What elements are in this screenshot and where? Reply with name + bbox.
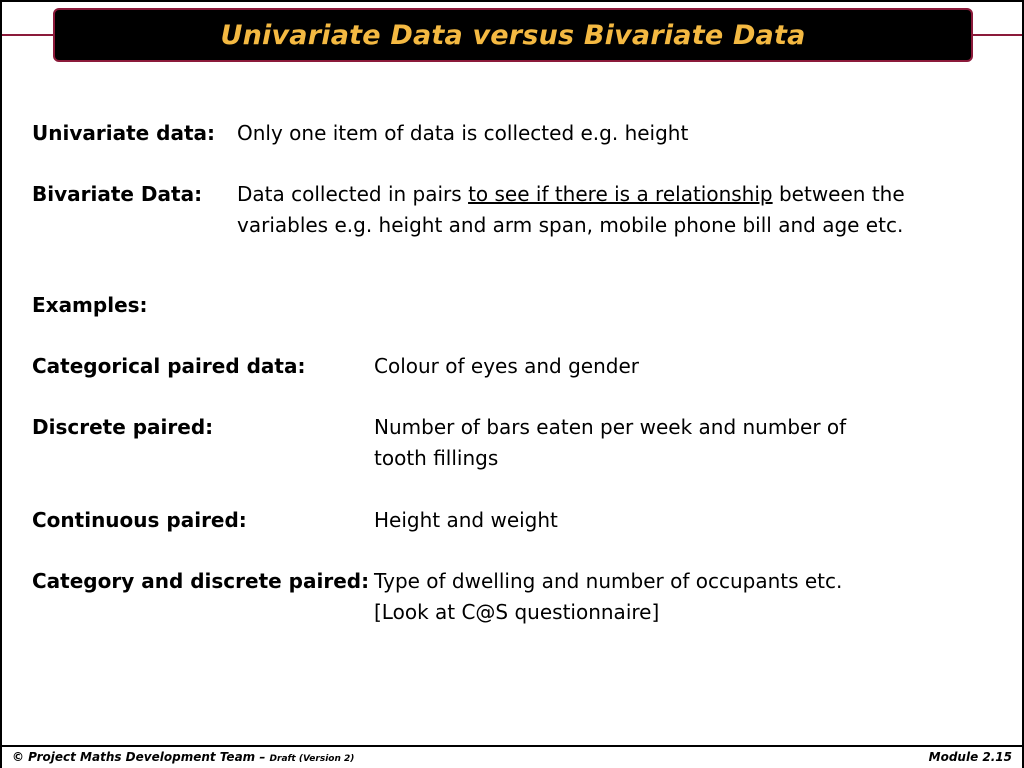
definition-text-line2: variables e.g. height and arm span, mobile phone bill and age etc.	[237, 213, 904, 237]
footer-credit-main: © Project Maths Development Team –	[12, 750, 270, 764]
definition-text-underlined: to see if there is a relationship	[468, 182, 773, 206]
example-text-line2: [Look at C@S questionnaire]	[374, 600, 660, 624]
example-label: Continuous paired:	[32, 508, 247, 532]
definition-text: Only one item of data is collected e.g. height	[237, 121, 689, 145]
example-text: Colour of eyes and gender	[374, 354, 639, 378]
definition-label: Bivariate Data:	[32, 182, 203, 206]
example-label: Category and discrete paired:	[32, 569, 370, 593]
slide-title: Univariate Data versus Bivariate Data	[220, 19, 806, 51]
example-text: Number of bars eaten per week and number of	[374, 415, 847, 439]
header-rule-right	[970, 34, 1022, 36]
definition-text-before: Data collected in pairs	[237, 182, 469, 206]
header-rule-left	[2, 34, 54, 36]
example-label: Categorical paired data:	[32, 354, 306, 378]
example-text: Type of dwelling and number of occupants etc.	[374, 569, 843, 593]
definition-label: Univariate data:	[32, 121, 216, 145]
footer-credit	[12, 750, 354, 764]
footer-divider	[2, 745, 1022, 747]
definition-text-line1	[237, 179, 905, 210]
footer-module: Module 2.15	[928, 750, 1012, 764]
examples-heading: Examples:	[32, 293, 148, 317]
definition-text-after: between the	[772, 182, 905, 206]
example-text: Height and weight	[374, 508, 558, 532]
example-label: Discrete paired:	[32, 415, 214, 439]
title-bar	[53, 8, 973, 62]
example-text-line2: tooth fillings	[374, 446, 499, 470]
footer-version: Draft (Version 2)	[269, 754, 355, 764]
